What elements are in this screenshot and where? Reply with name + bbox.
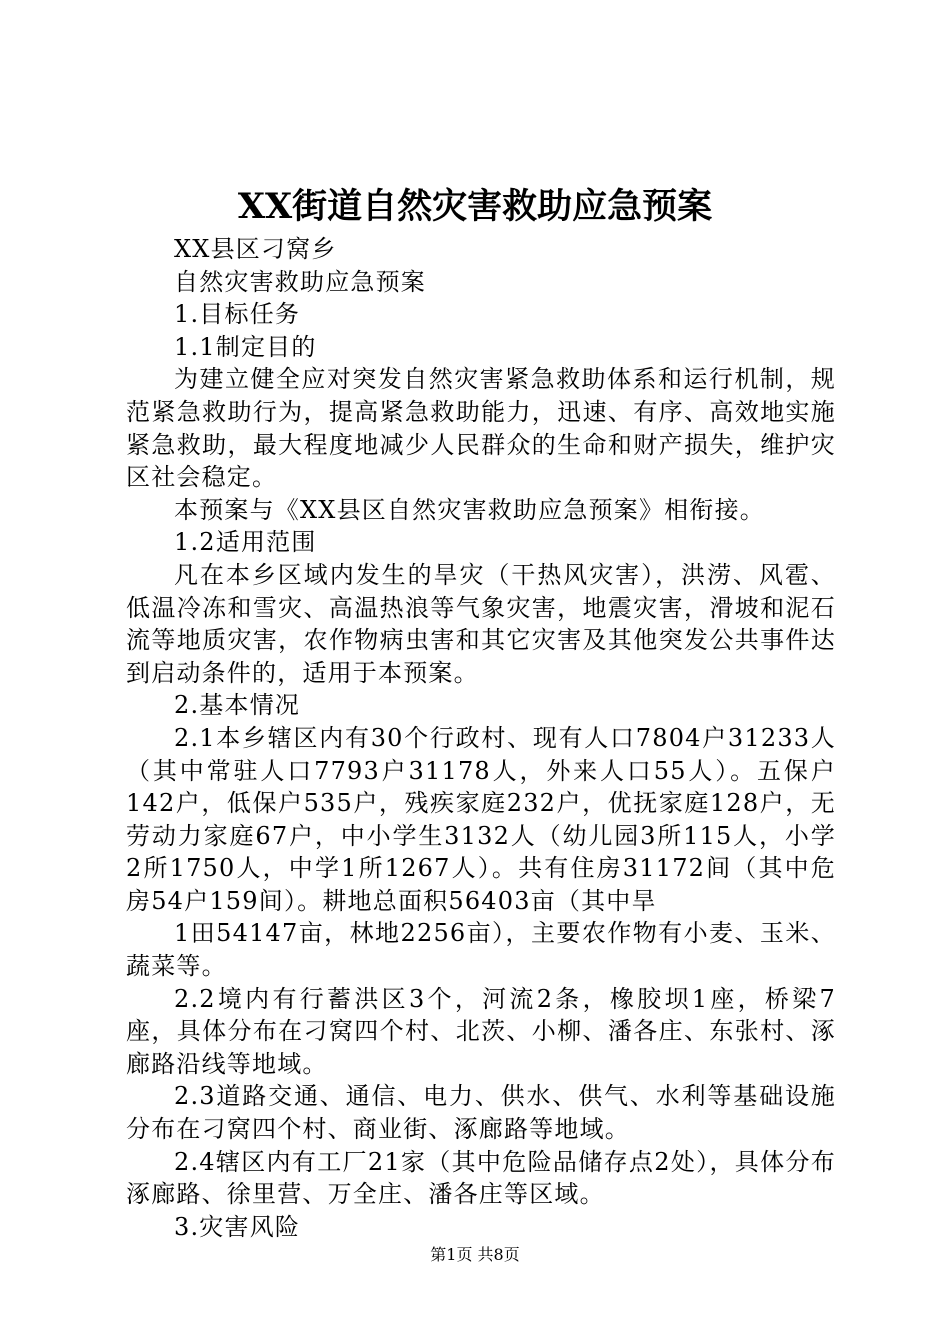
paragraph-2-1-continued: 1田54147亩，林地2256亩），主要农作物有小麦、玉米、蔬菜等。 [126,919,836,981]
paragraph-link: 本预案与《XX县区自然灾害救助应急预案》相衔接。 [174,495,765,524]
heading-section-3: 3.灾害风险 [174,1212,301,1241]
heading-section-2: 2.基本情况 [174,691,301,720]
paragraph-2-1: 2.1本乡辖区内有30个行政村、现有人口7804户31233人（其中常驻人口7793户31178人，外来人口55人）。五保户142户，低保户535户，残疾家庭232户，优抚家庭128户，无劳动力家庭67户，中小学生3132人（幼儿园3所115人，小学2所1750人，中学1所1267人）。共有住房31172间（其中危房54户159间）。耕地总面积56403亩（其中旱 [126,723,836,915]
paragraph-2-2: 2.2境内有行蓄洪区3个，河流2条，橡胶坝1座，桥梁7座，具体分布在刁窝四个村、北茨、小柳、潘各庄、东张村、涿廊路沿线等地域。 [126,984,836,1078]
paragraph-2-4: 2.4辖区内有工厂21家（其中危险品储存点2处），具体分布涿廊路、徐里营、万全庄、潘各庄等区域。 [126,1147,836,1209]
paragraph-2-3: 2.3道路交通、通信、电力、供水、供气、水利等基础设施分布在刁窝四个村、商业街、涿廊路等地域。 [126,1082,836,1144]
heading-section-1: 1.目标任务 [174,300,301,329]
document-body [126,233,836,1243]
paragraph-scope: 凡在本乡区域内发生的旱灾（干热风灾害），洪涝、风雹、低温冷冻和雪灾、高温热浪等气象灾害，地震灾害，滑坡和泥石流等地质灾害，农作物病虫害和其它灾害及其他突发公共事件达到启动条件的，适用于本预案。 [126,560,836,687]
heading-section-1-1: 1.1制定目的 [174,332,317,361]
document-title: XX街道自然灾害救助应急预案 [237,186,713,227]
paragraph-plan-name: 自然灾害救助应急预案 [174,267,426,296]
paragraph-county: XX县区刁窝乡 [174,235,337,263]
heading-section-1-2: 1.2适用范围 [174,528,317,557]
page-footer: 第1页 共8页 [430,1245,520,1264]
paragraph-purpose: 为建立健全应对突发自然灾害紧急救助体系和运行机制，规范紧急救助行为，提高紧急救助能力，迅速、有序、高效地实施紧急救助，最大程度地减少人民群众的生命和财产损失，维护灾区社会稳定。 [126,365,836,492]
